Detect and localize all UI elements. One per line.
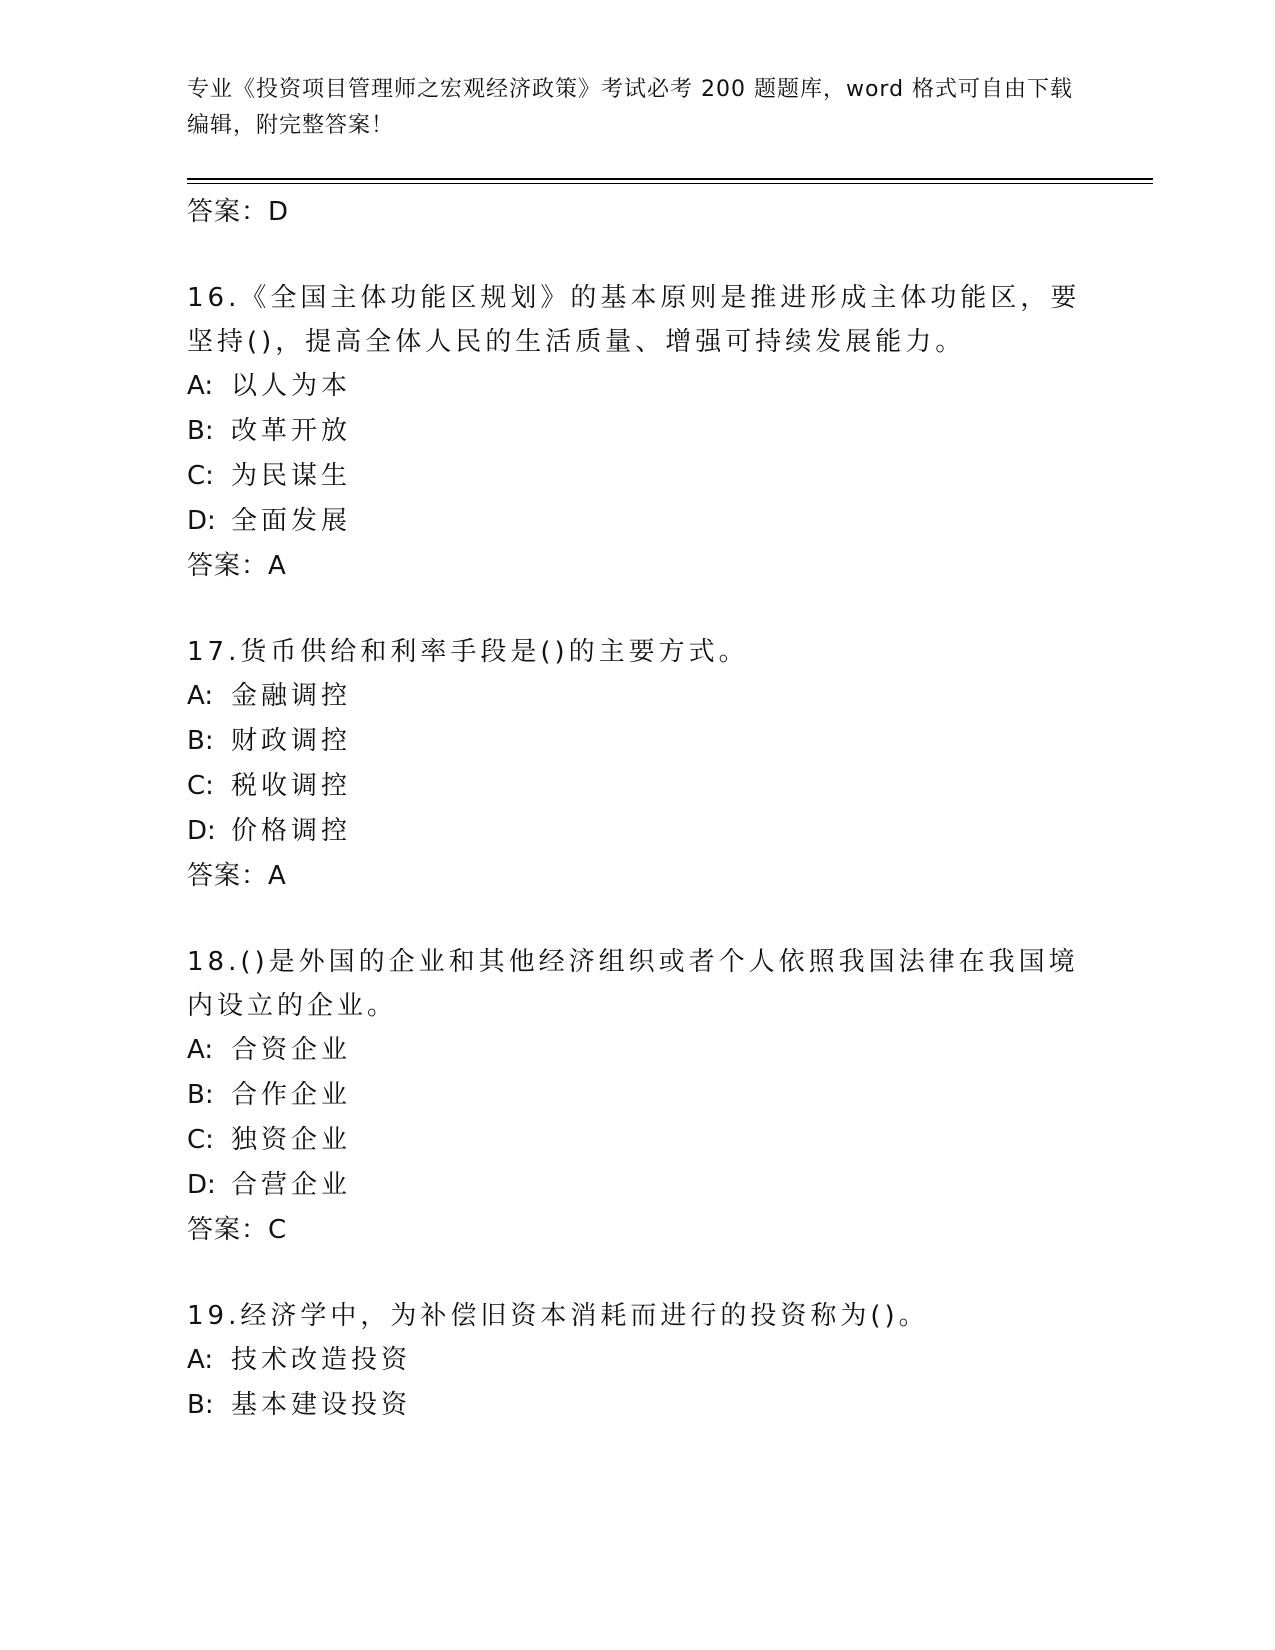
option-letter: D: <box>187 1170 216 1200</box>
option-text: 价格调控 <box>231 816 352 846</box>
option-a <box>187 674 1087 719</box>
option-c <box>187 764 1087 809</box>
answer-line: 答案：D <box>187 197 290 227</box>
answer-line: 答案：C <box>187 1215 288 1245</box>
option-text: 税收调控 <box>231 771 352 801</box>
option-letter: A: <box>187 371 214 401</box>
option-text: 基本建设投资 <box>231 1390 412 1420</box>
header-divider-thick <box>187 178 1153 180</box>
answer-line: 答案：A <box>187 861 287 891</box>
option-d <box>187 1163 1087 1208</box>
option-text: 改革开放 <box>231 416 352 446</box>
option-letter: C: <box>187 1125 214 1155</box>
option-letter: D: <box>187 506 216 536</box>
option-letter: C: <box>187 771 214 801</box>
option-letter: B: <box>187 416 214 446</box>
option-text: 技术改造投资 <box>231 1345 412 1375</box>
option-d <box>187 809 1087 854</box>
option-b <box>187 719 1087 764</box>
option-letter: C: <box>187 461 214 491</box>
question-stem: 18.()是外国的企业和其他经济组织或者个人依照我国法律在我国境内设立的企业。 <box>187 947 1079 1021</box>
option-c <box>187 454 1087 499</box>
question-stem: 17.货币供给和利率手段是()的主要方式。 <box>187 637 749 667</box>
option-text: 独资企业 <box>231 1125 352 1155</box>
option-b <box>187 1073 1087 1118</box>
option-letter: B: <box>187 1080 214 1110</box>
option-b <box>187 409 1087 454</box>
option-text: 财政调控 <box>231 726 352 756</box>
option-letter: D: <box>187 816 216 846</box>
option-a <box>187 1028 1087 1073</box>
answer-line: 答案：A <box>187 551 287 581</box>
option-b <box>187 1383 1087 1428</box>
option-text: 合作企业 <box>231 1080 352 1110</box>
option-letter: A: <box>187 1345 214 1375</box>
question-stem: 19.经济学中，为补偿旧资本消耗而进行的投资称为()。 <box>187 1301 929 1331</box>
option-letter: B: <box>187 726 214 756</box>
option-c <box>187 1118 1087 1163</box>
document-header: 专业《投资项目管理师之宏观经济政策》考试必考 200 题题库，word 格式可自由下载编辑，附完整答案！ <box>187 77 1074 138</box>
option-letter: B: <box>187 1390 214 1420</box>
question-stem: 16.《全国主体功能区规划》的基本原则是推进形成主体功能区，要坚持()，提高全体人民的生活质量、增强可持续发展能力。 <box>187 283 1081 357</box>
option-text: 全面发展 <box>231 506 352 536</box>
option-letter: A: <box>187 1035 214 1065</box>
question-list <box>187 190 1087 1428</box>
option-d <box>187 499 1087 544</box>
header-divider-thin <box>187 183 1153 184</box>
option-text: 为民谋生 <box>231 461 352 491</box>
option-a <box>187 364 1087 409</box>
option-letter: A: <box>187 681 214 711</box>
option-a <box>187 1338 1087 1383</box>
option-text: 金融调控 <box>231 681 352 711</box>
option-text: 合营企业 <box>231 1170 352 1200</box>
option-text: 合资企业 <box>231 1035 352 1065</box>
option-text: 以人为本 <box>231 371 352 401</box>
